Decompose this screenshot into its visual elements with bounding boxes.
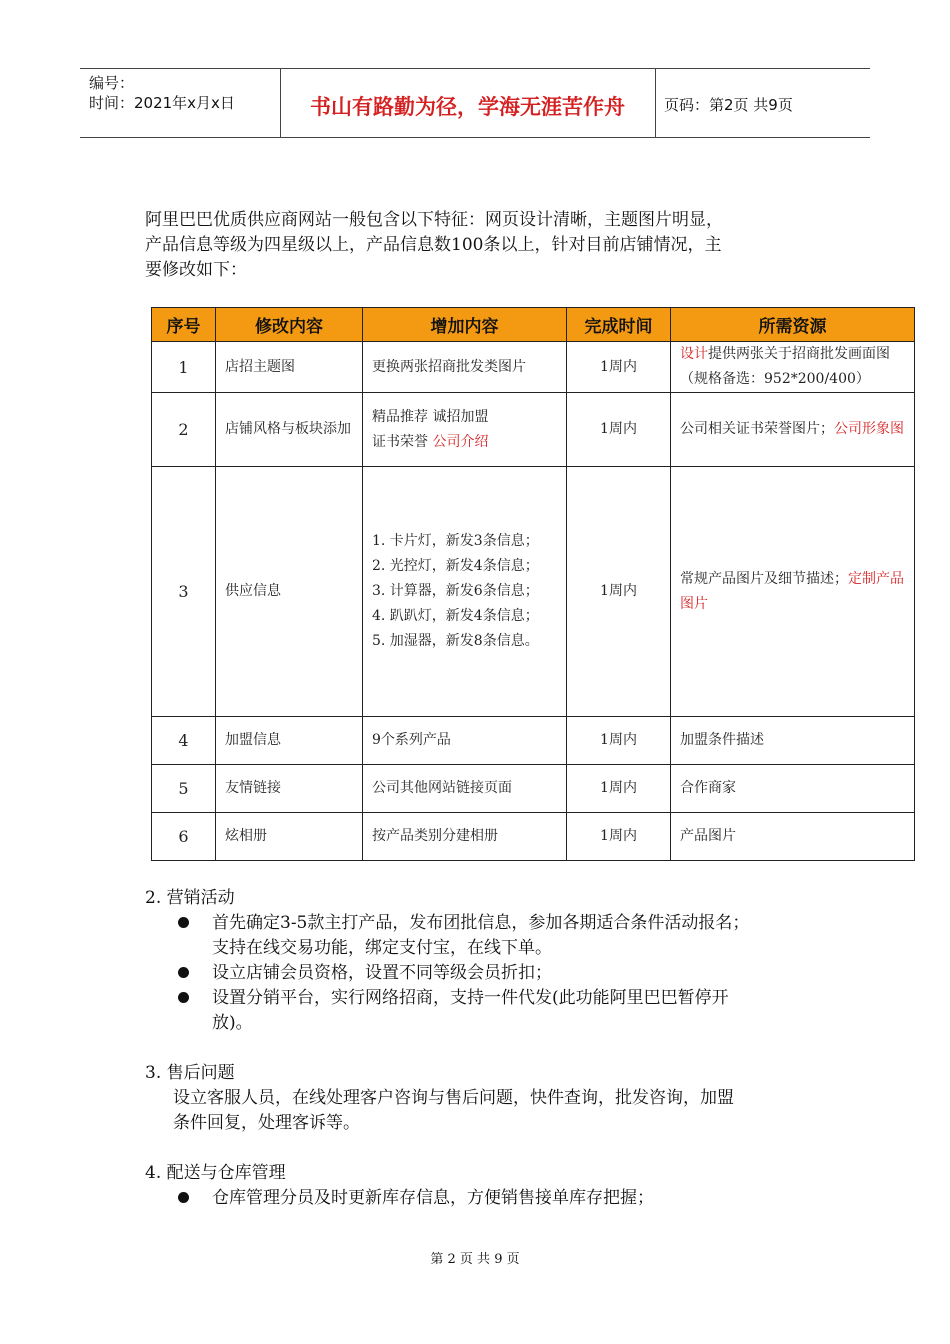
marketing-bullet-3 <box>212 986 729 1036</box>
bullet-dot <box>178 917 189 928</box>
row-number: 1 <box>152 342 216 393</box>
bullet-line: 放)。 <box>212 1013 253 1033</box>
col-header-resources: 所需资源 <box>671 308 915 342</box>
row-add <box>363 342 567 393</box>
row-time: 1周内 <box>567 393 671 467</box>
row-content: 加盟信息 <box>216 717 363 765</box>
table-row <box>152 765 915 813</box>
page-header <box>80 68 870 138</box>
row-resources <box>671 467 915 717</box>
bullet-line: 设立店铺会员资格，设置不同等级会员折扣； <box>212 963 552 983</box>
row-resources: 加盟条件描述 <box>671 717 915 765</box>
bullet-line: 设置分销平台，实行网络招商，支持一件代发(此功能阿里巴巴暂停开 <box>212 988 729 1008</box>
header-page-cell <box>655 69 871 137</box>
row-resources <box>671 393 915 467</box>
add-line: 精品推荐 诚招加盟 <box>372 408 489 425</box>
intro-line: 要修改如下： <box>145 260 247 280</box>
col-header-content: 修改内容 <box>216 308 363 342</box>
row-time: 1周内 <box>567 813 671 861</box>
row-add <box>363 393 567 467</box>
row-add: 按产品类别分建相册 <box>363 813 567 861</box>
row-content: 供应信息 <box>216 467 363 717</box>
table-row <box>152 342 915 393</box>
row-time: 1周内 <box>567 342 671 393</box>
table-row <box>152 813 915 861</box>
resource-highlight: 定制产品图片 <box>680 570 904 612</box>
row-time: 1周内 <box>567 717 671 765</box>
add-line: 1. 卡片灯，新发3条信息； <box>372 533 539 549</box>
bullet-dot <box>178 1192 189 1203</box>
resource-text: 常规产品图片及细节描述； <box>680 570 848 587</box>
aftersale-line: 设立客服人员，在线处理客户咨询与售后问题，快件查询，批发咨询，加盟 <box>173 1088 734 1108</box>
delivery-bullet-1 <box>212 1186 654 1211</box>
row-add: 公司其他网站链接页面 <box>363 765 567 813</box>
section-aftersale <box>145 1061 734 1136</box>
row-add: 9个系列产品 <box>363 717 567 765</box>
resource-text: 公司相关证书荣誉图片； <box>680 421 834 437</box>
add-line: 5. 加湿器，新发8条信息。 <box>372 633 539 649</box>
section-delivery-title: 4. 配送与仓库管理 <box>145 1163 286 1183</box>
col-header-time: 完成时间 <box>567 308 671 342</box>
bullet-line: 支持在线交易功能，绑定支付宝，在线下单。 <box>212 938 552 958</box>
page-number-label: 页码：第2页 共9页 <box>664 96 793 114</box>
header-meta-cell <box>80 69 281 137</box>
time-label: 时间：2021年x月x日 <box>89 94 235 112</box>
add-line: 2. 光控灯，新发4条信息； <box>372 558 539 574</box>
row-number: 3 <box>152 467 216 717</box>
bullet-dot <box>178 967 189 978</box>
modification-table <box>151 307 915 861</box>
page-footer: 第 2 页 共 9 页 <box>430 1252 520 1267</box>
marketing-bullet-1 <box>212 911 749 961</box>
resource-highlight: 设计 <box>680 346 708 362</box>
bullet-line: 首先确定3-5款主打产品，发布团批信息，参加各期适合条件活动报名； <box>212 913 750 933</box>
section-marketing-title: 2. 营销活动 <box>145 888 235 908</box>
row-time: 1周内 <box>567 765 671 813</box>
add-line: 3. 计算器，新发6条信息； <box>372 583 539 599</box>
add-line: 更换两张招商批发类图片 <box>372 358 526 375</box>
intro-line: 产品信息等级为四星级以上，产品信息数100条以上，针对目前店铺情况，主 <box>145 235 722 255</box>
table-header-row <box>152 308 915 342</box>
add-line: 4. 趴趴灯，新发4条信息； <box>372 608 539 624</box>
intro-line: 阿里巴巴优质供应商网站一般包含以下特征：网页设计清晰，主题图片明显， <box>145 210 723 230</box>
number-label: 编号： <box>89 74 135 92</box>
aftersale-line: 条件回复，处理客诉等。 <box>173 1113 360 1133</box>
resource-text: 提供两张关于招商批发画面图（规格备选：952*200/400） <box>680 346 890 387</box>
add-line: 证书荣誉 <box>372 433 433 450</box>
row-content: 店铺风格与板块添加 <box>216 393 363 467</box>
bullet-dot <box>178 992 189 1003</box>
row-number: 2 <box>152 393 216 467</box>
table-row <box>152 717 915 765</box>
row-number: 6 <box>152 813 216 861</box>
table-row <box>152 393 915 467</box>
marketing-bullet-2 <box>212 961 552 986</box>
row-content: 炫相册 <box>216 813 363 861</box>
row-resources: 合作商家 <box>671 765 915 813</box>
row-content: 友情链接 <box>216 765 363 813</box>
col-header-add: 增加内容 <box>363 308 567 342</box>
intro-paragraph <box>145 208 825 283</box>
bullet-line: 仓库管理分员及时更新库存信息，方便销售接单库存把握； <box>212 1188 654 1208</box>
row-resources: 产品图片 <box>671 813 915 861</box>
row-content: 店招主题图 <box>216 342 363 393</box>
row-resources <box>671 342 915 393</box>
table-row <box>152 467 915 717</box>
row-time: 1周内 <box>567 467 671 717</box>
row-add <box>363 467 567 717</box>
add-highlight: 公司介绍 <box>432 433 489 450</box>
col-header-number: 序号 <box>152 308 216 342</box>
resource-highlight: 公司形象图 <box>834 421 904 437</box>
header-motto: 书山有路勤为径，学海无涯苦作舟 <box>310 95 625 119</box>
row-number: 5 <box>152 765 216 813</box>
section-aftersale-title: 3. 售后问题 <box>145 1063 235 1083</box>
row-number: 4 <box>152 717 216 765</box>
